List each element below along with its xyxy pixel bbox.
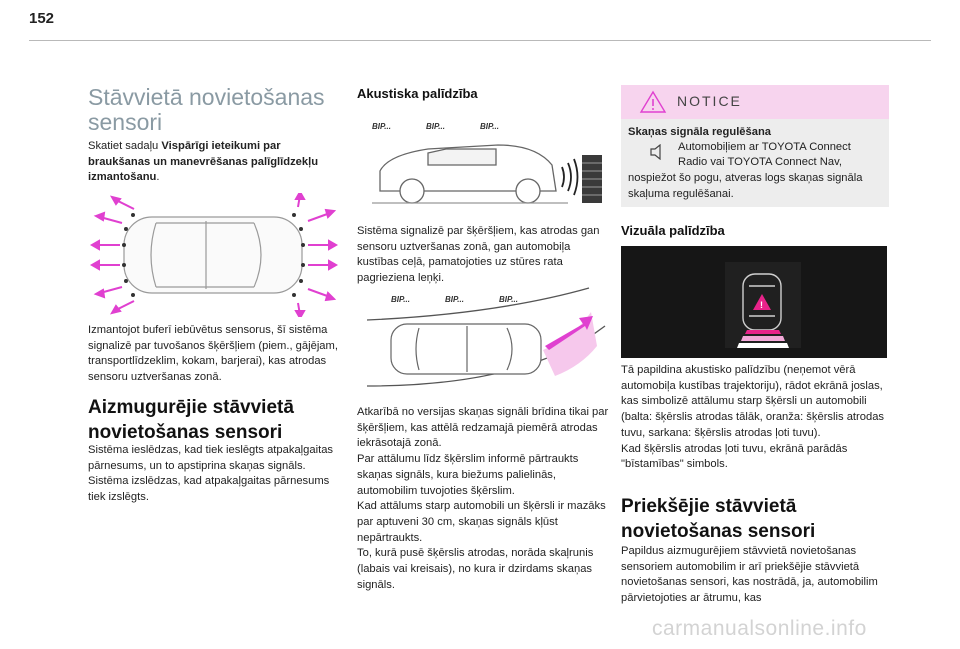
acoustic-diagram [368,113,608,209]
notice-line-1: Automobiļiem ar TOYOTA Connect [678,141,851,153]
beep-label-2: BIP... [426,122,445,131]
notice-header [621,85,889,119]
svg-text:!: ! [760,300,763,310]
section-title: Stāvvietā novietošanas sensori [88,84,325,135]
beep-label-3: BIP... [480,122,499,131]
notice-subtitle: Skaņas signāla regulēšana [628,126,772,138]
beep-label-5: BIP... [445,295,464,304]
page-number: 152 [29,10,55,27]
visual-aid-description: Tā papildina akustisko palīdzību (neņemot vērā automobiļa kustības trajektoriju), rādot ekrānā joslas, kas simbolizē attālumu starp šķērsli un automobili (balta: šķērslis atrodas tālāk, oranža: šķērslis atrodas tuvu, sarkana: šķērslis atrodas ļoti tuvu). Kad šķērslis atrodas ļoti tuvu, ekrānā parādās "bīstamības" simbols. [621,364,885,471]
intro-suffix: . [156,171,160,184]
intro-prefix: Skatiet sadaļu [88,140,162,152]
rear-sensors-description: Sistēma ieslēdzas, kad tiek ieslēgts atpakaļgaitas pārnesums, un to apstiprina skaņas signāls. Sistēma izslēdzas, kad atpakaļgaitas pārnesums tiek izslēgts. [88,444,334,504]
warning-triangle-icon [639,90,667,114]
notice-title: NOTICE [677,93,742,109]
notice-text: nospiežot šo pogu, atveras logs skaņas signāla skaļuma regulēšanai. [628,172,863,200]
intro-paragraph [88,139,344,186]
notice-line-2: Radio vai TOYOTA Connect Nav, [678,156,842,168]
beep-label-1: BIP... [372,122,391,131]
acoustic-heading: Akustiska palīdzība [357,86,478,101]
sensor-description: Izmantojot buferī iebūvētus sensorus, šī sistēma signalizē par tuvošanos šķēršļiem (piem., gājējam, transportlīdzeklim, kokam, barjerai), kas atrodas sensoru uztveršanas zonā. [88,324,338,384]
acoustic-description: Sistēma signalizē par šķēršļiem, kas atrodas gan sensoru uztveršanas zonā, gan automobiļa kustības ceļā, pamatojoties uz stūres rata pagrieziena leņķi. [357,225,600,285]
top-divider [29,40,931,41]
screen-graphic [621,246,887,358]
notice-box [621,85,889,207]
beep-label-4: BIP... [391,295,410,304]
speaker-icon [649,144,665,160]
car-side-view [372,145,568,203]
distance-description: Atkarībā no versijas skaņas signāli brīdina tikai par šķēršļiem, kas attēlā redzamajā piemērā atrodas iekrāsotajā zonā. Par attālumu līdz šķērslim informē pārtraukts skaņas signāls, kura biežums palielinās, automobilim tuvojoties šķērslim. Kad attālums starp automobili un šķērsli ir mazāks par aptuveni 30 cm, skaņas signāls kļūst nepārtraukts. To, kurā pusē šķērslis atrodas, norāda skaļrunis (labais vai kreisais), no kura ir dzirdams skaņas signāls. [357,406,609,591]
sound-waves [562,159,578,195]
sensor-layout-diagram [86,193,342,317]
front-sensors-description: Papildus aizmugurējiem stāvvietā novietošanas sensoriem automobilim ir arī priekšējie stāvvietā novietošanas sensori, kas nostrādā, ja, automobilim pārvietojoties ar ātrumu, kas [621,545,878,605]
wall-obstacle [582,155,602,203]
visual-aid-heading: Vizuāla palīdzība [621,223,725,238]
rear-sensors-heading: Aizmugurējie stāvvietā novietošanas sensori [88,397,294,443]
front-sensors-heading: Priekšējie stāvvietā novietošanas sensori [621,496,816,542]
parking-screen-image [621,246,887,358]
car-top-view [124,217,302,293]
intro-reference: Vispārīgi ieteikumi par braukšanas un manevrēšanas palīglīdzekļu izmantošanu [88,140,319,184]
watermark: carmanualsonline.info [652,617,867,640]
turning-diagram [357,286,607,394]
car-top-view-2 [391,324,541,374]
beep-label-6: BIP... [499,295,518,304]
